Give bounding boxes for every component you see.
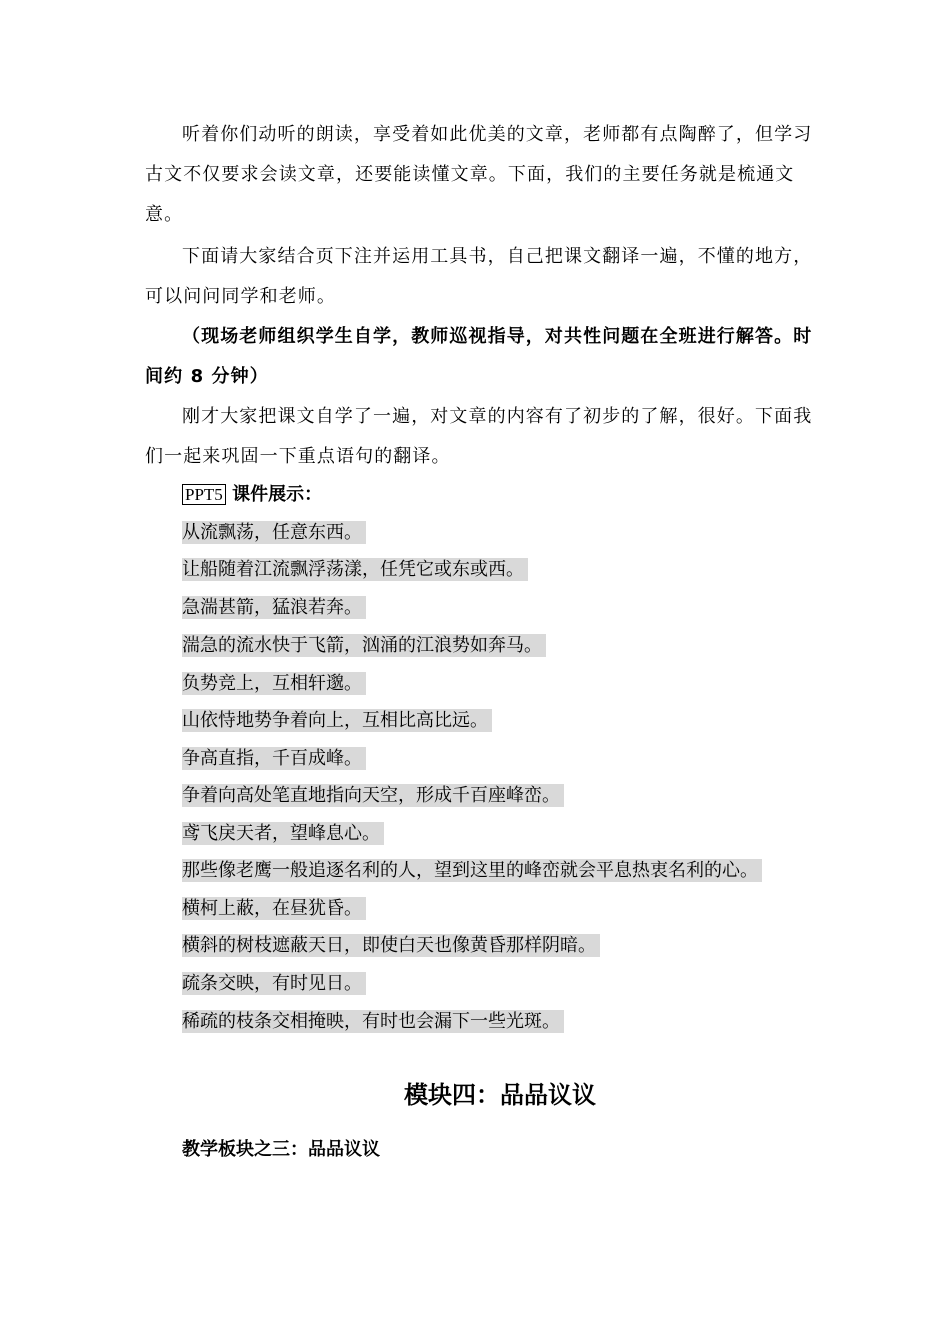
translation-line: 急湍甚箭，猛浪若奔。 [182,596,366,619]
translation-line: 那些像老鹰一般追逐名利的人，望到这里的峰峦就会平息热衷名利的心。 [182,859,762,882]
translation-line: 争高直指，千百成峰。 [182,747,366,770]
translation-line: 山依恃地势争着向上，互相比高比远。 [182,709,492,732]
ppt-tag: PPT5 [182,484,226,505]
translation-line: 从流飘荡，任意东西。 [182,521,366,544]
translation-line: 湍急的流水快于飞箭，汹涌的江浪势如奔马。 [182,634,546,657]
translation-line: 争着向高处笔直地指向天空，形成千百座峰峦。 [182,784,564,807]
module-subheading: 教学板块之三：品品议议 [182,1139,380,1160]
translation-line: 负势竞上，互相轩邈。 [182,672,366,695]
summary-paragraph: 刚才大家把课文自学了一遍，对文章的内容有了初步的了解，很好。下面我们一起来巩固一下重点语句的翻译。 [145,406,813,467]
ppt-caption [182,483,322,507]
ppt-label: 课件展示： [225,484,323,505]
translation-line: 让船随着江流飘浮荡漾，任凭它或东或西。 [182,558,528,581]
intro-paragraph: 听着你们动听的朗读，享受着如此优美的文章，老师都有点陶醉了，但学习古文不仅要求会读文章，还要能读懂文章。下面，我们的主要任务就是梳通文意。 [145,124,813,225]
instruction-paragraph: 下面请大家结合页下注并运用工具书，自己把课文翻译一遍，不懂的地方，可以问问同学和老师。 [145,246,813,307]
translation-line: 稀疏的枝条交相掩映，有时也会漏下一些光斑。 [182,1010,564,1033]
module-heading: 模块四：品品议议 [404,1081,596,1109]
translation-line: 横柯上蔽，在昼犹昏。 [182,897,366,920]
translation-line: 横斜的树枝遮蔽天日，即使白天也像黄昏那样阴暗。 [182,934,600,957]
activity-note: （现场老师组织学生自学，教师巡视指导，对共性问题在全班进行解答。时间约 8 分钟） [145,326,813,387]
translation-line: 鸢飞戾天者，望峰息心。 [182,822,384,845]
translation-line: 疏条交映，有时见日。 [182,972,366,995]
